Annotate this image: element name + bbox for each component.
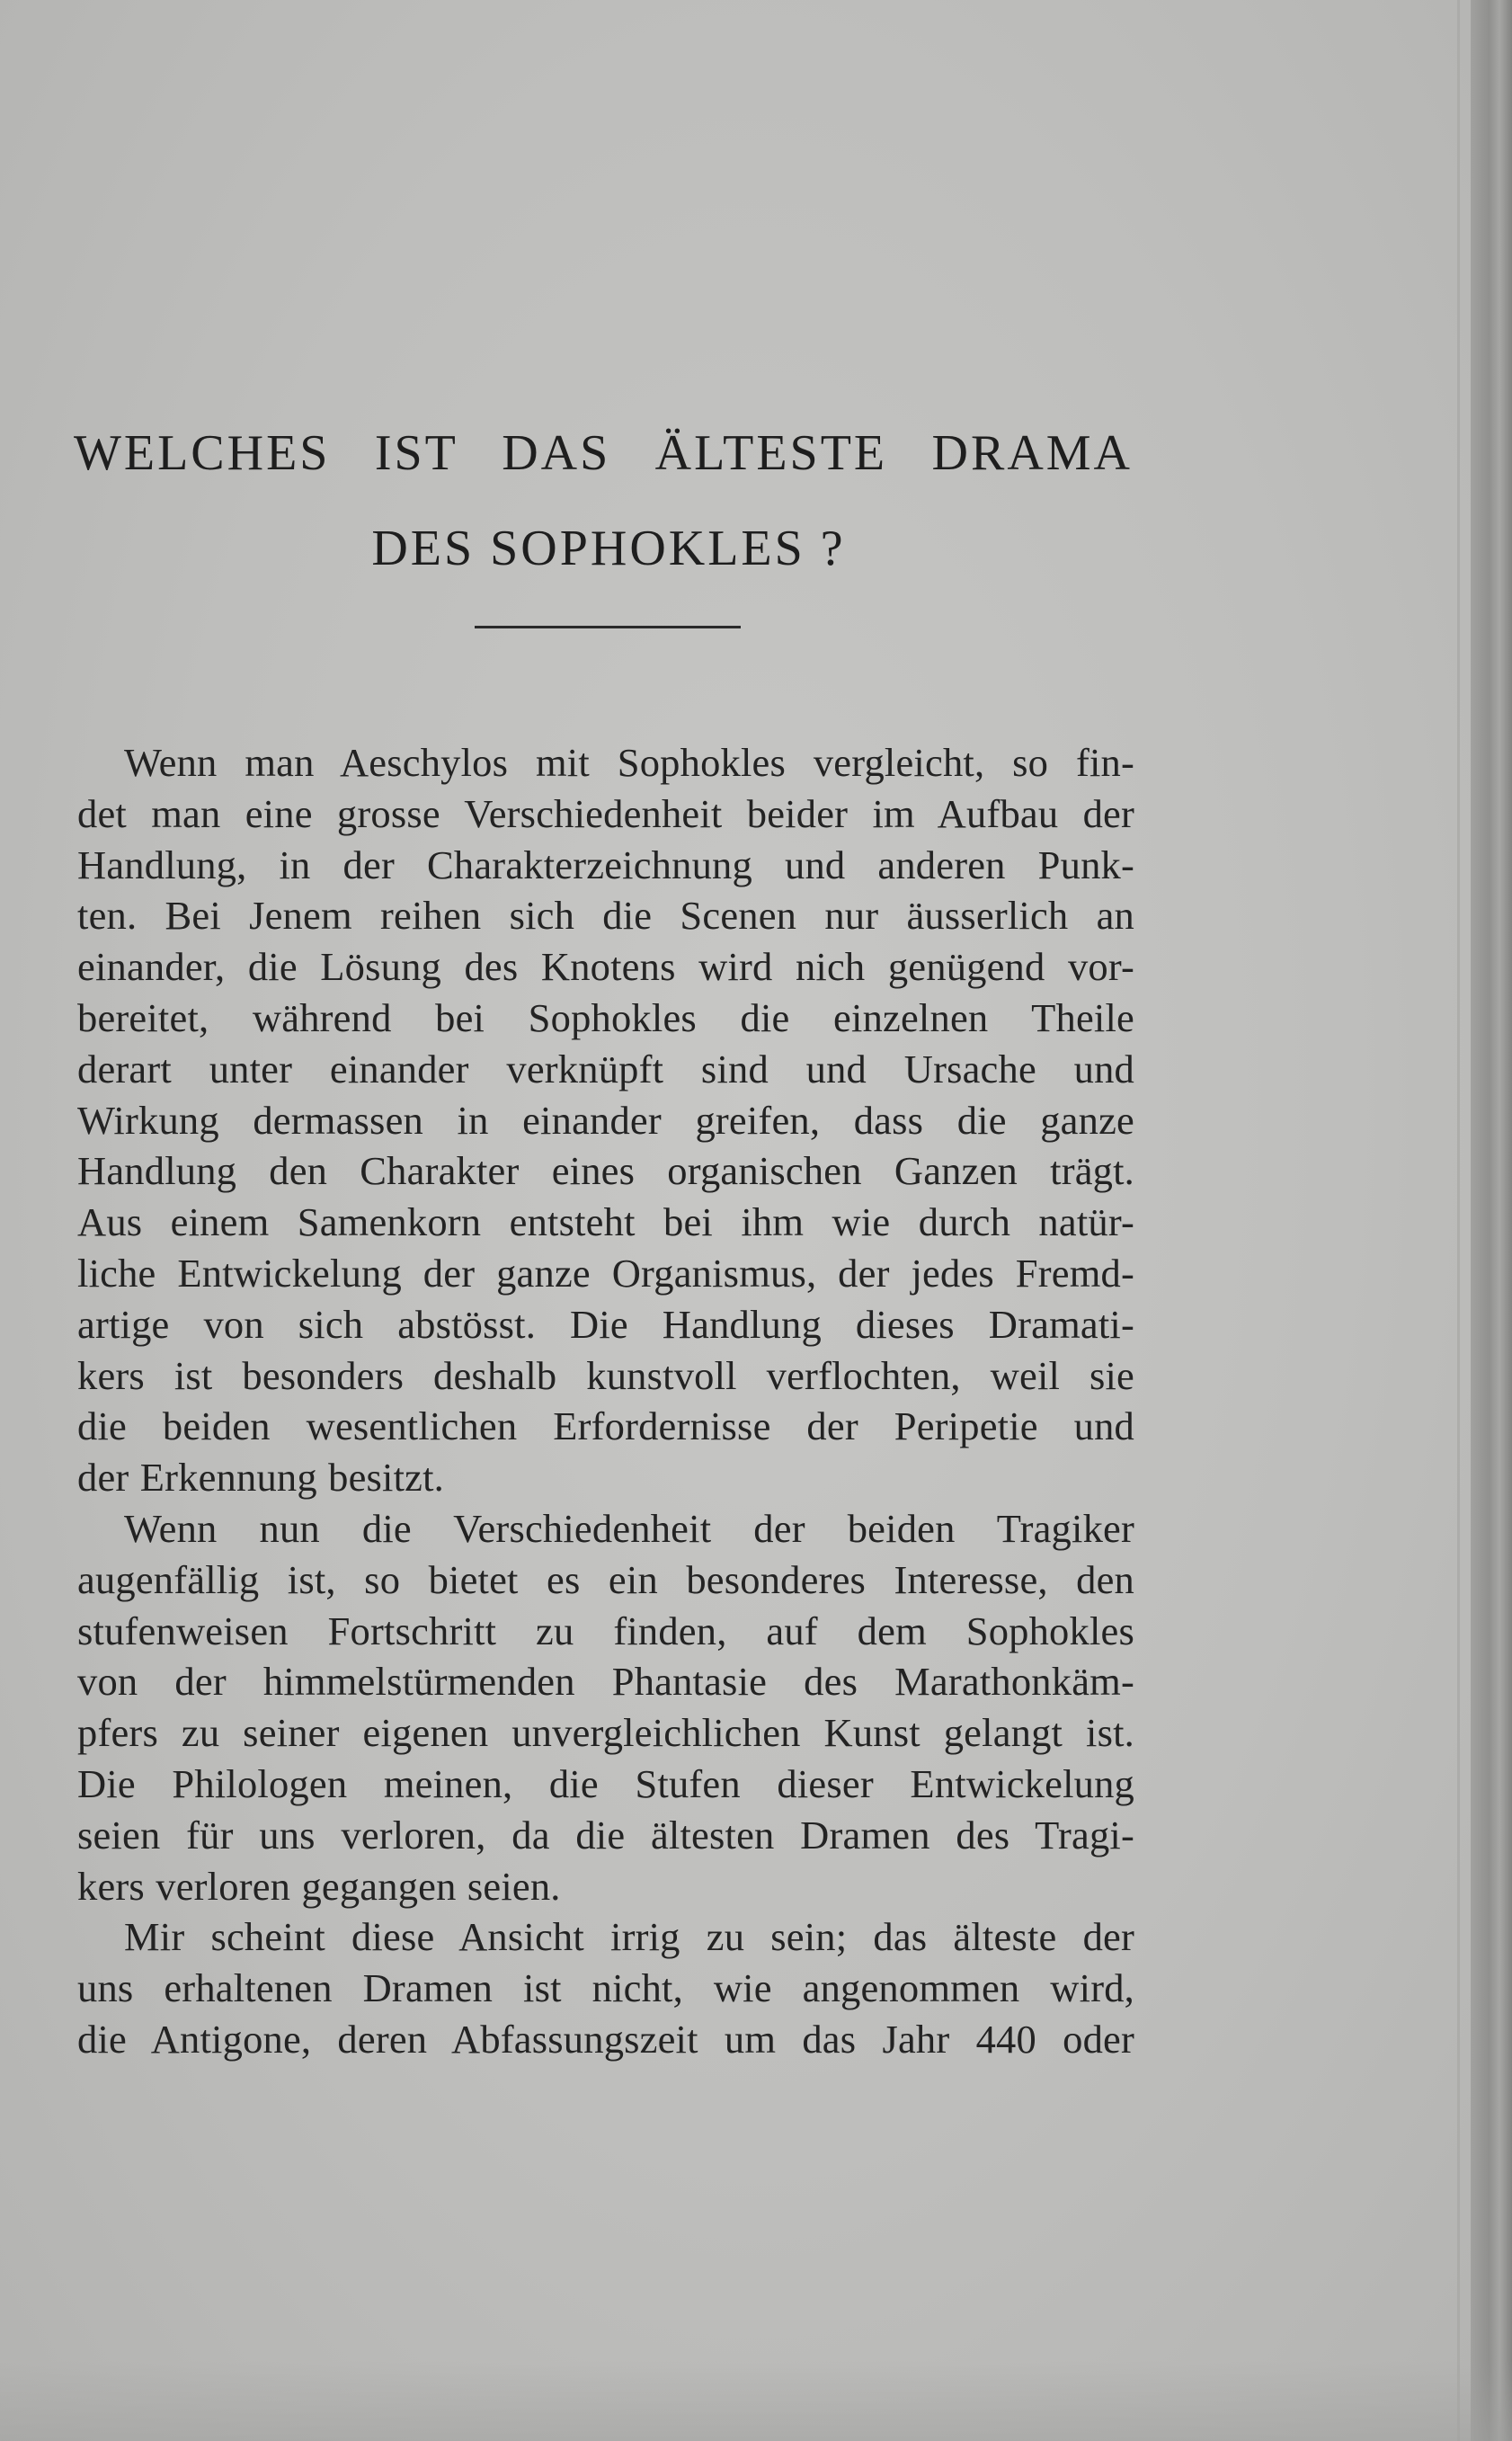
text-line: Aus einem Samenkorn entsteht bei ihm wie durch natür-: [77, 1199, 1134, 1245]
text-line: einander, die Lösung des Knotens wird nich genügend vor-: [77, 944, 1134, 990]
chapter-title: [74, 415, 1133, 586]
text-line: pfers zu seiner eigenen unvergleichlichen Kunst gelangt ist.: [77, 1710, 1134, 1756]
text-line: liche Entwickelung der ganze Organismus, der jedes Fremd-: [77, 1250, 1134, 1296]
text-line: Mir scheint diese Ansicht irrig zu sein; das älteste der: [124, 1914, 1134, 1960]
text-line: Wenn man Aeschylos mit Sophokles vergleicht, so fin-: [124, 740, 1134, 785]
text-line: kers verloren gegangen seien.: [77, 1863, 561, 1909]
text-line: Wirkung dermassen in einander greifen, dass die ganze: [77, 1097, 1134, 1143]
chapter-title-line-2: DES SOPHOKLES ?: [371, 521, 846, 576]
page-bottom-shade: [0, 2360, 1512, 2441]
text-line: Die Philologen meinen, die Stufen dieser Entwickelung: [77, 1760, 1134, 1806]
text-line: ten. Bei Jenem reihen sich die Scenen nur äusserlich an: [77, 893, 1134, 939]
page-edge-line: [1457, 0, 1460, 2441]
text-line: bereitet, während bei Sophokles die einzelnen Theile: [77, 994, 1134, 1040]
text-line: Handlung, in der Charakterzeichnung und anderen Punk-: [77, 842, 1134, 887]
text-line: artige von sich abstösst. Die Handlung dieses Dramati-: [77, 1301, 1134, 1347]
text-line: Wenn nun die Verschiedenheit der beiden Tragiker: [124, 1505, 1134, 1551]
text-line: stufenweisen Fortschritt zu finden, auf dem Sophokles: [77, 1608, 1134, 1653]
text-line: Handlung den Charakter eines organischen Ganzen trägt.: [77, 1148, 1134, 1194]
text-line: seien für uns verloren, da die ältesten Dramen des Tragi-: [77, 1812, 1134, 1857]
text-line: kers ist besonders deshalb kunstvoll verflochten, weil sie: [77, 1352, 1134, 1398]
text-line: det man eine grosse Verschiedenheit beider im Aufbau der: [77, 790, 1134, 836]
text-line: der Erkennung besitzt.: [77, 1455, 445, 1501]
body-text: [77, 737, 1134, 2065]
text-line: die beiden wesentlichen Erfordernisse der Peripetie und: [77, 1403, 1134, 1449]
title-separator-rule: [475, 626, 741, 628]
page-edge-shadow: [1471, 0, 1512, 2441]
paragraph: [77, 1503, 1134, 1911]
chapter-title-line-1: WELCHES IST DAS ÄLTESTE DRAMA: [74, 425, 1133, 481]
text-line: uns erhaltenen Dramen ist nicht, wie angenommen wird,: [77, 1965, 1134, 2011]
paragraph: [77, 1911, 1134, 2064]
text-line: die Antigone, deren Abfassungszeit um das Jahr 440 oder: [77, 2016, 1134, 2062]
text-line: von der himmelstürmenden Phantasie des Marathonkäm-: [77, 1659, 1134, 1705]
text-line: augenfällig ist, so bietet es ein besonderes Interesse, den: [77, 1556, 1134, 1602]
paragraph: [77, 737, 1134, 1503]
text-line: derart unter einander verknüpft sind und Ursache und: [77, 1046, 1134, 1091]
